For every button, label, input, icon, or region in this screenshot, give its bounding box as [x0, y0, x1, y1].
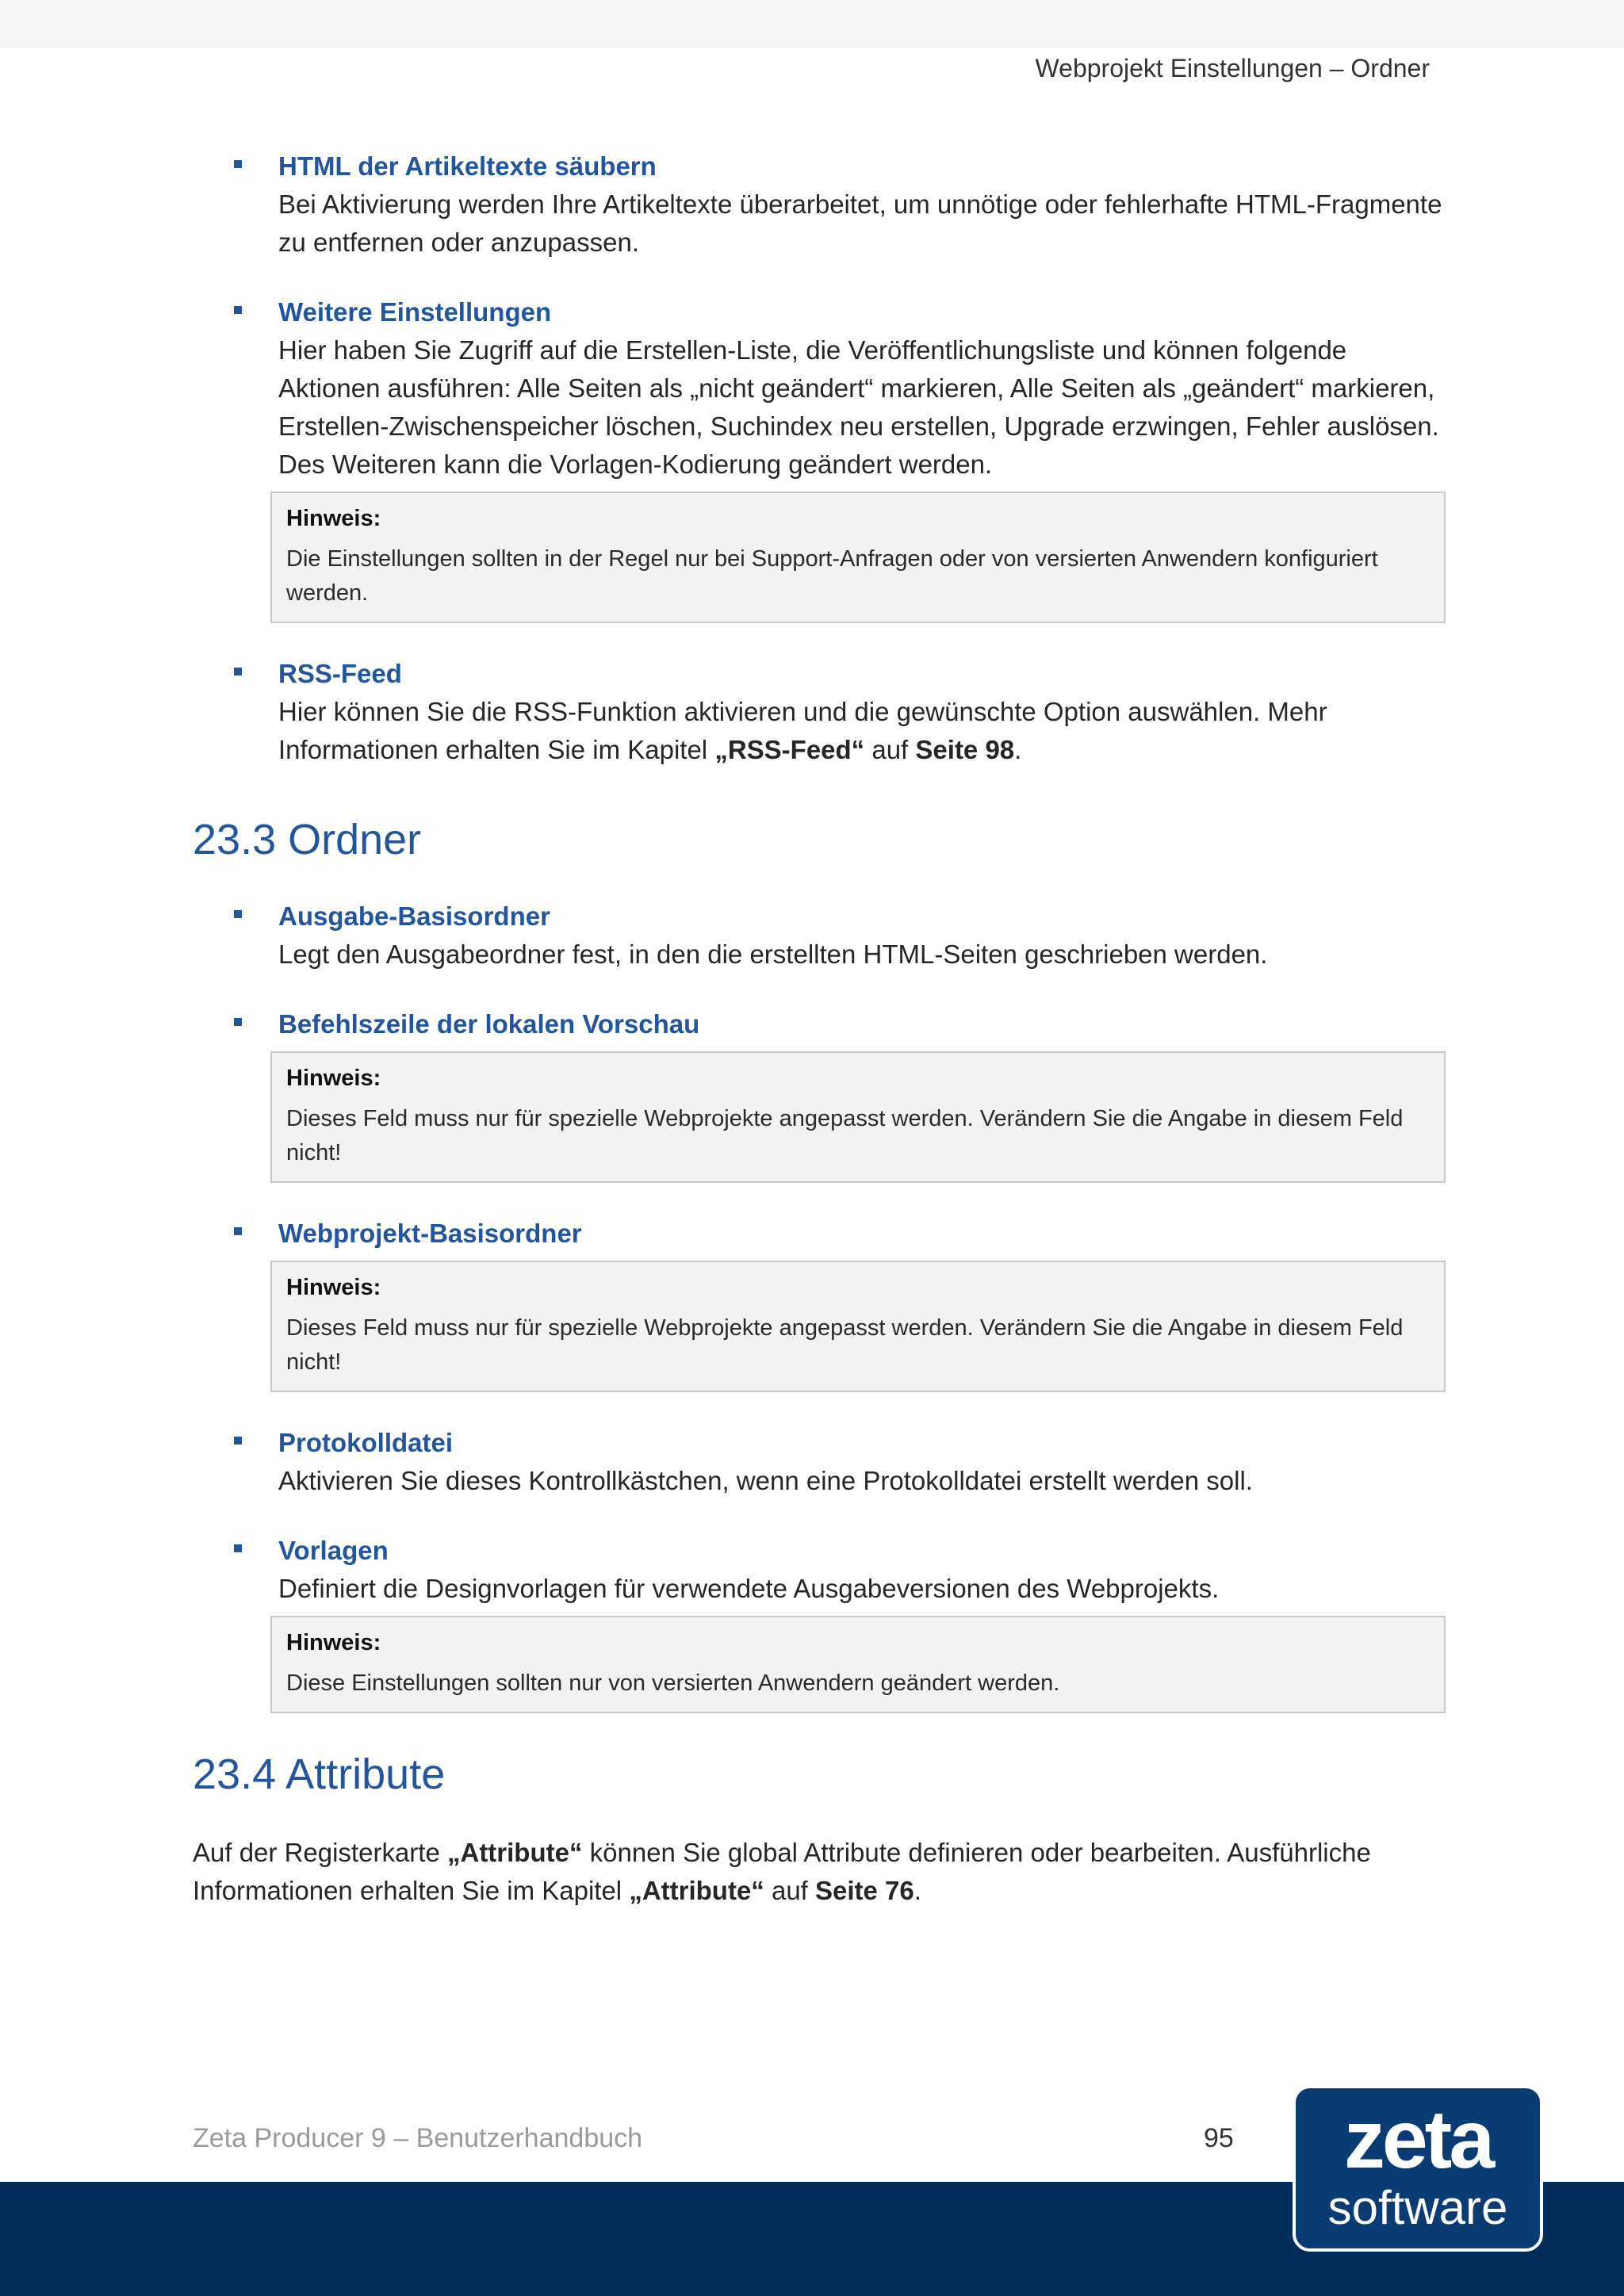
list-item: [193, 293, 1446, 623]
page-content: [193, 147, 1446, 1910]
chapter-reference-link[interactable]: „RSS-Feed“: [714, 735, 865, 764]
logo-wordmark-top: zeta: [1343, 2094, 1492, 2186]
item-title: Protokolldatei: [278, 1428, 454, 1457]
page-reference-link[interactable]: Seite 76: [815, 1876, 914, 1905]
note-box: [270, 492, 1446, 623]
note-text: Dieses Feld muss nur für spezielle Webprojekte angepasst werden. Verändern Sie die Angabe in diesem Feld nicht!: [286, 1106, 1404, 1165]
note-box: [270, 1051, 1446, 1183]
note-text: Dieses Feld muss nur für spezielle Webprojekte angepasst werden. Verändern Sie die Angabe in diesem Feld nicht!: [286, 1315, 1404, 1375]
attribute-paragraph: [193, 1834, 1446, 1910]
section-heading: 23.4 Attribute: [193, 1751, 446, 1798]
paragraph-text: Auf der Registerkarte: [193, 1838, 447, 1867]
item-title: Ausgabe-Basisordner: [278, 901, 550, 931]
item-title: RSS-Feed: [278, 659, 402, 688]
item-title: HTML der Artikeltexte säubern: [278, 151, 657, 181]
section-heading: 23.3 Ordner: [193, 816, 422, 863]
bullet-icon: [234, 1544, 242, 1552]
bullet-icon: [234, 1018, 242, 1026]
note-text: Diese Einstellungen sollten nur von versierten Anwendern geändert werden.: [286, 1670, 1060, 1696]
item-text: [278, 693, 1446, 769]
list-item: [193, 147, 1446, 262]
list-item: [193, 1215, 1446, 1392]
note-title: Hinweis:: [286, 1275, 381, 1300]
rss-text-end: .: [1014, 735, 1022, 764]
bullet-icon: [234, 1437, 242, 1445]
rss-text: Hier können Sie die RSS-Funktion aktivieren und die gewünschte Option auswählen. Mehr Informationen erhalten Sie im Kapitel: [278, 697, 1327, 764]
page-number: 95: [1204, 2123, 1234, 2153]
paragraph-text: auf: [764, 1876, 816, 1905]
list-item: [193, 1424, 1446, 1500]
list-item: [193, 897, 1446, 974]
note-title: Hinweis:: [286, 1630, 381, 1655]
note-text: Die Einstellungen sollten in der Regel nur bei Support-Anfragen oder von versierten Anwendern konfiguriert werden.: [286, 546, 1378, 606]
item-title: Befehlszeile der lokalen Vorschau: [278, 1009, 700, 1039]
note-title: Hinweis:: [286, 1066, 381, 1091]
logo-wordmark-bottom: software: [1327, 2181, 1508, 2234]
item-title: Weitere Einstellungen: [278, 297, 552, 327]
item-text: Bei Aktivierung werden Ihre Artikeltexte überarbeitet, um unnötige oder fehlerhafte HTML-Fragmente zu entfernen oder anzupassen.: [278, 189, 1442, 257]
list-item: [193, 1532, 1446, 1713]
item-text: Aktivieren Sie dieses Kontrollkästchen, wenn eine Protokolldatei erstellt werden soll.: [278, 1466, 1253, 1495]
chapter-reference-link[interactable]: „Attribute“: [629, 1876, 764, 1905]
paragraph-text: können Sie global Attribute definieren oder bearbeiten. Ausführliche Informationen erhalten Sie im Kapitel: [193, 1838, 1371, 1905]
tab-reference: „Attribute“: [446, 1838, 583, 1867]
bullet-icon: [234, 668, 242, 675]
zeta-software-logo: [1293, 2085, 1543, 2252]
item-text: Hier haben Sie Zugriff auf die Erstellen-Liste, die Veröffentlichungsliste und können folgende Aktionen ausführen: Alle Seiten als „nicht geändert“ markieren, Alle Seiten als „geändert“ markieren, Erstellen-Zwischenspeicher löschen, Suchindex neu erstellen, Upgrade erzwingen, Fehler auslösen. Des Weiteren kann die Vorlagen-Kodierung geändert werden.: [278, 335, 1439, 479]
list-item: [193, 1005, 1446, 1183]
list-item: [193, 655, 1446, 769]
bullet-icon: [234, 306, 242, 314]
note-box: [270, 1616, 1446, 1713]
running-header: Webprojekt Einstellungen – Ordner: [1035, 54, 1430, 82]
rss-text-mid: auf: [864, 735, 916, 764]
bullet-icon: [234, 1227, 242, 1235]
item-text: Legt den Ausgabeordner fest, in den die erstellten HTML-Seiten geschrieben werden.: [278, 939, 1268, 969]
note-box: [270, 1261, 1446, 1392]
item-title: Vorlagen: [278, 1536, 389, 1565]
paragraph-text: .: [914, 1876, 921, 1905]
note-title: Hinweis:: [286, 506, 381, 531]
footer-book-title: Zeta Producer 9 – Benutzerhandbuch: [193, 2123, 643, 2153]
bullet-icon: [234, 160, 242, 168]
item-text: Definiert die Designvorlagen für verwendete Ausgabeversionen des Webprojekts.: [278, 1574, 1220, 1603]
bullet-icon: [234, 910, 242, 918]
item-title: Webprojekt-Basisordner: [278, 1219, 582, 1248]
top-band: [0, 0, 1624, 48]
page-reference-link[interactable]: Seite 98: [915, 735, 1015, 764]
